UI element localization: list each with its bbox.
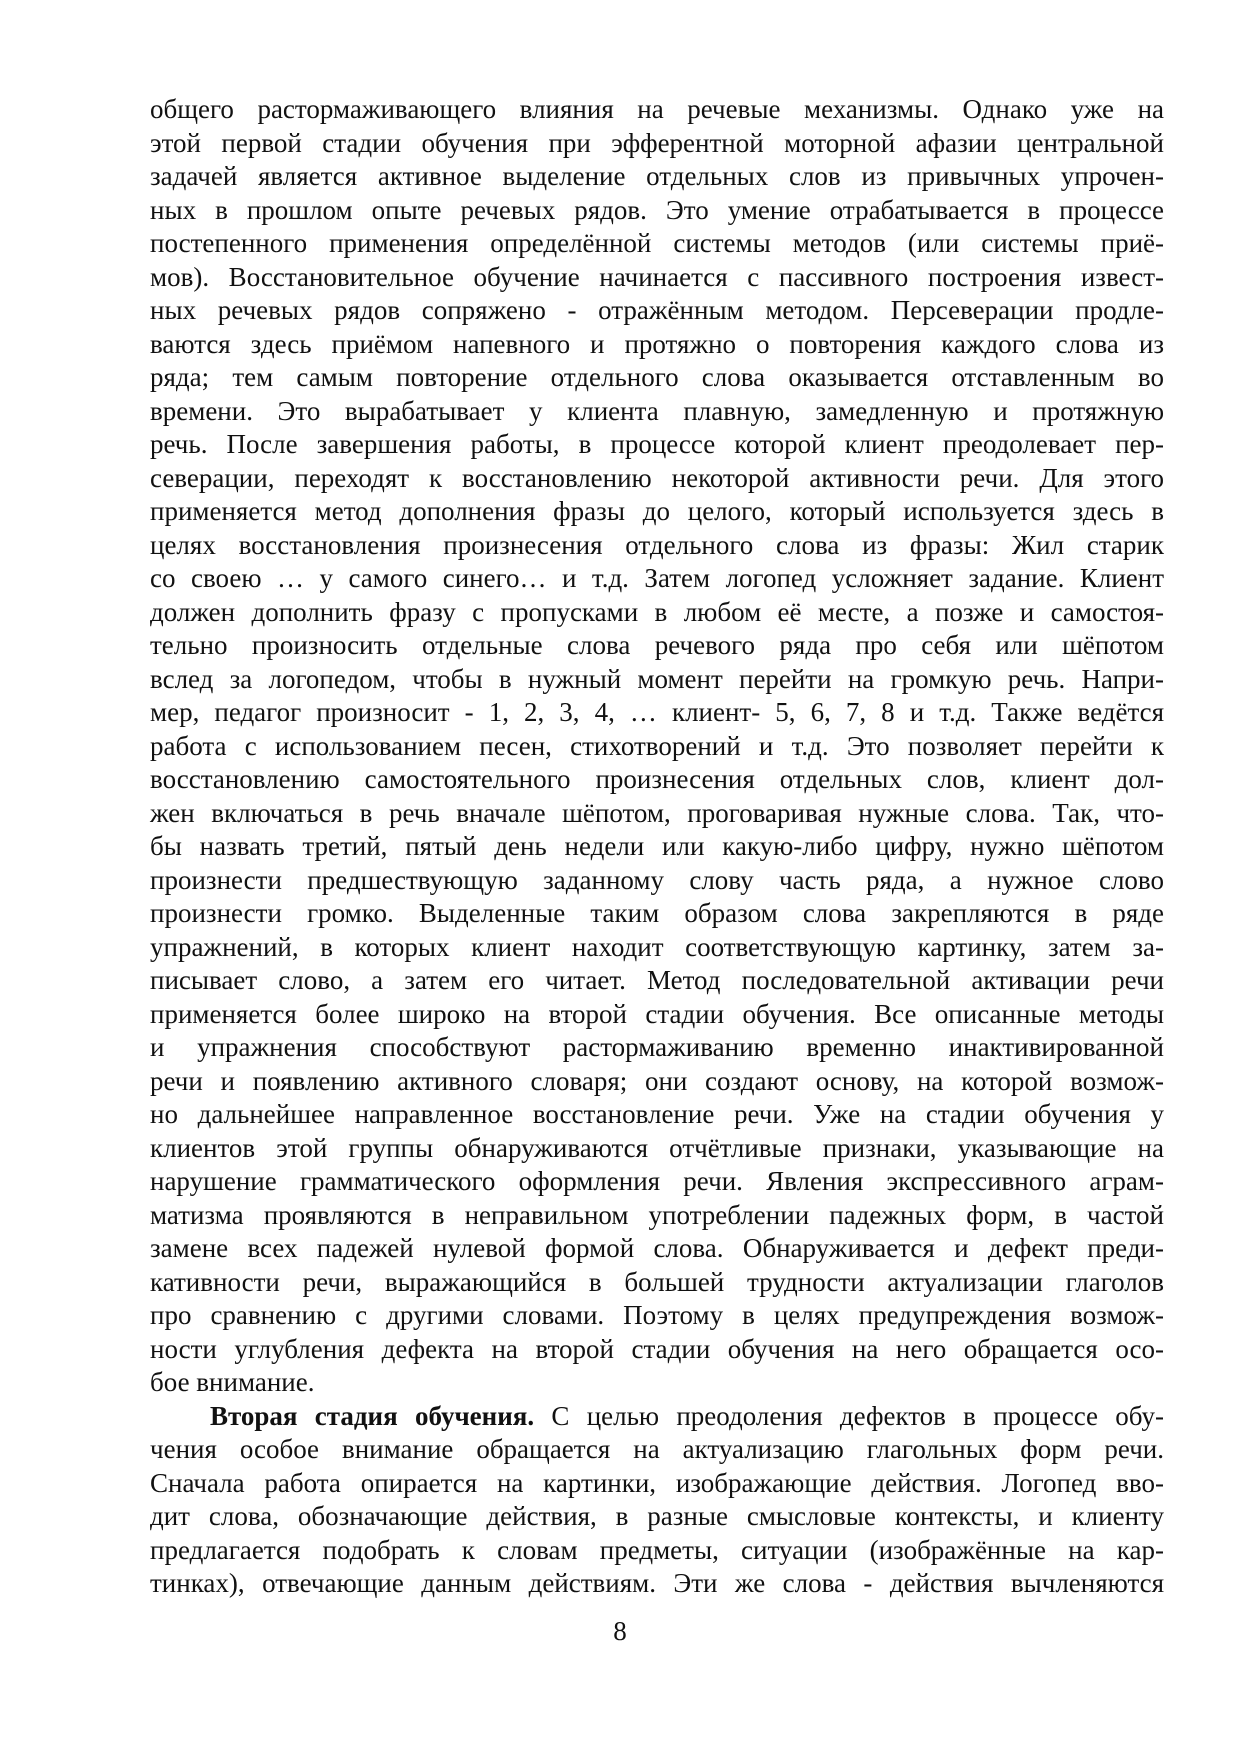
text-line: времени. Это вырабатывает у клиента плавную, замедленную и протяжную: [150, 395, 1164, 426]
text-line: [150, 1400, 1164, 1434]
text-line: задачей является активное выделение отдельных слов из привычных упрочен-: [150, 161, 1164, 191]
text-line: речи и появлению активного словаря; они создают основу, на которой возмож-: [150, 1065, 1164, 1096]
text-line: применяется более широко на второй стадии обучения. Все описанные методы: [150, 998, 1164, 1029]
text-line: должен дополнить фразу с пропусками в любом её месте, а позже и самостоя-: [150, 596, 1164, 627]
text-line: ряда; тем самым повторение отдельного слова оказывается отставленным во: [150, 362, 1164, 392]
text-line: восстановлению самостоятельного произнесения отдельных слов, клиент дол-: [150, 764, 1164, 794]
text-line: замене всех падежей нулевой формой слова. Обнаруживается и дефект преди-: [150, 1233, 1164, 1263]
text-line: и упражнения способствуют растормаживанию временно инактивированной: [150, 1032, 1164, 1062]
text-line: вслед за логопедом, чтобы в нужный момент перейти на громкую речь. Напри-: [150, 663, 1164, 694]
text-line-content: С целью преодоления дефектов в процессе обу-: [534, 1400, 1165, 1431]
text-line: этой первой стадии обучения при эфферентной моторной афазии центральной: [150, 127, 1164, 158]
text-line: работа с использованием песен, стихотворений и т.д. Это позволяет перейти к: [150, 730, 1164, 761]
text-line: тинках), отвечающие данным действиям. Эти же слова - действия вычленяются: [150, 1568, 1164, 1598]
text-line: ности углубления дефекта на второй стадии обучения на него обращается осо-: [150, 1333, 1164, 1364]
text-line: бое внимание.: [150, 1367, 315, 1397]
text-line: общего растормаживающего влияния на речевые механизмы. Однако уже на: [150, 94, 1164, 124]
text-line: со своею … у самого синего… и т.д. Затем логопед усложняет задание. Клиент: [150, 563, 1164, 593]
text-line: применяется метод дополнения фразы до целого, который используется здесь в: [150, 496, 1164, 526]
text-line: произнести предшествующую заданному слову часть ряда, а нужное слово: [150, 864, 1164, 895]
text-line: целях восстановления произнесения отдельного слова из фразы: Жил старик: [150, 529, 1164, 560]
text-line: дит слова, обозначающие действия, в разные смысловые контексты, и клиенту: [150, 1501, 1164, 1531]
text-line: писывает слово, а затем его читает. Метод последовательной активации речи: [150, 965, 1164, 995]
text-line: речь. После завершения работы, в процессе которой клиент преодолевает пер-: [150, 429, 1164, 459]
text-line: про сравнению с другими словами. Поэтому в целях предупреждения возмож-: [150, 1300, 1164, 1330]
text-line: мов). Восстановительное обучение начинается с пассивного построения извест-: [150, 261, 1164, 292]
page-number: 8: [613, 1616, 627, 1646]
section-heading: Вторая стадия обучения.: [210, 1400, 535, 1431]
text-line: ных речевых рядов сопряжено - отражённым методом. Персеверации продле-: [150, 295, 1164, 325]
text-line: бы назвать третий, пятый день недели или какую-либо цифру, нужно шёпотом: [150, 831, 1164, 861]
text-line: Сначала работа опирается на картинки, изображающие действия. Логопед вво-: [150, 1467, 1164, 1498]
text-line: северации, переходят к восстановлению некоторой активности речи. Для этого: [150, 462, 1164, 493]
text-line: произнести громко. Выделенные таким образом слова закрепляются в ряде: [150, 898, 1164, 928]
text-line: тельно произносить отдельные слова речевого ряда про себя или шёпотом: [150, 630, 1164, 660]
text-line: клиентов этой группы обнаруживаются отчётливые признаки, указывающие на: [150, 1132, 1164, 1163]
text-line: предлагается подобрать к словам предметы, ситуации (изображённые на кар-: [150, 1534, 1164, 1565]
paragraph: [150, 1400, 1164, 1601]
text-line: нарушение грамматического оформления речи. Явления экспрессивного аграм-: [150, 1166, 1164, 1196]
text-line: кативности речи, выражающийся в большей трудности актуализации глаголов: [150, 1266, 1164, 1297]
body-text: [150, 93, 1164, 1601]
text-line: чения особое внимание обращается на актуализацию глагольных форм речи.: [150, 1434, 1164, 1464]
text-line: упражнений, в которых клиент находит соответствующую картинку, затем за-: [150, 931, 1164, 962]
text-line: жен включаться в речь вначале шёпотом, проговаривая нужные слова. Так, что-: [150, 797, 1164, 828]
paragraph: [150, 93, 1164, 1400]
text-line: ных в прошлом опыте речевых рядов. Это умение отрабатывается в процессе: [150, 194, 1164, 225]
text-line: мер, педагог произносит - 1, 2, 3, 4, … клиент- 5, 6, 7, 8 и т.д. Также ведётся: [150, 697, 1164, 727]
text-line: ваются здесь приёмом напевного и протяжно о повторения каждого слова из: [150, 328, 1164, 359]
text-line: но дальнейшее направленное восстановление речи. Уже на стадии обучения у: [150, 1099, 1164, 1129]
text-line: постепенного применения определённой системы методов (или системы приё-: [150, 228, 1164, 258]
text-line: матизма проявляются в неправильном употреблении падежных форм, в частой: [150, 1199, 1164, 1230]
